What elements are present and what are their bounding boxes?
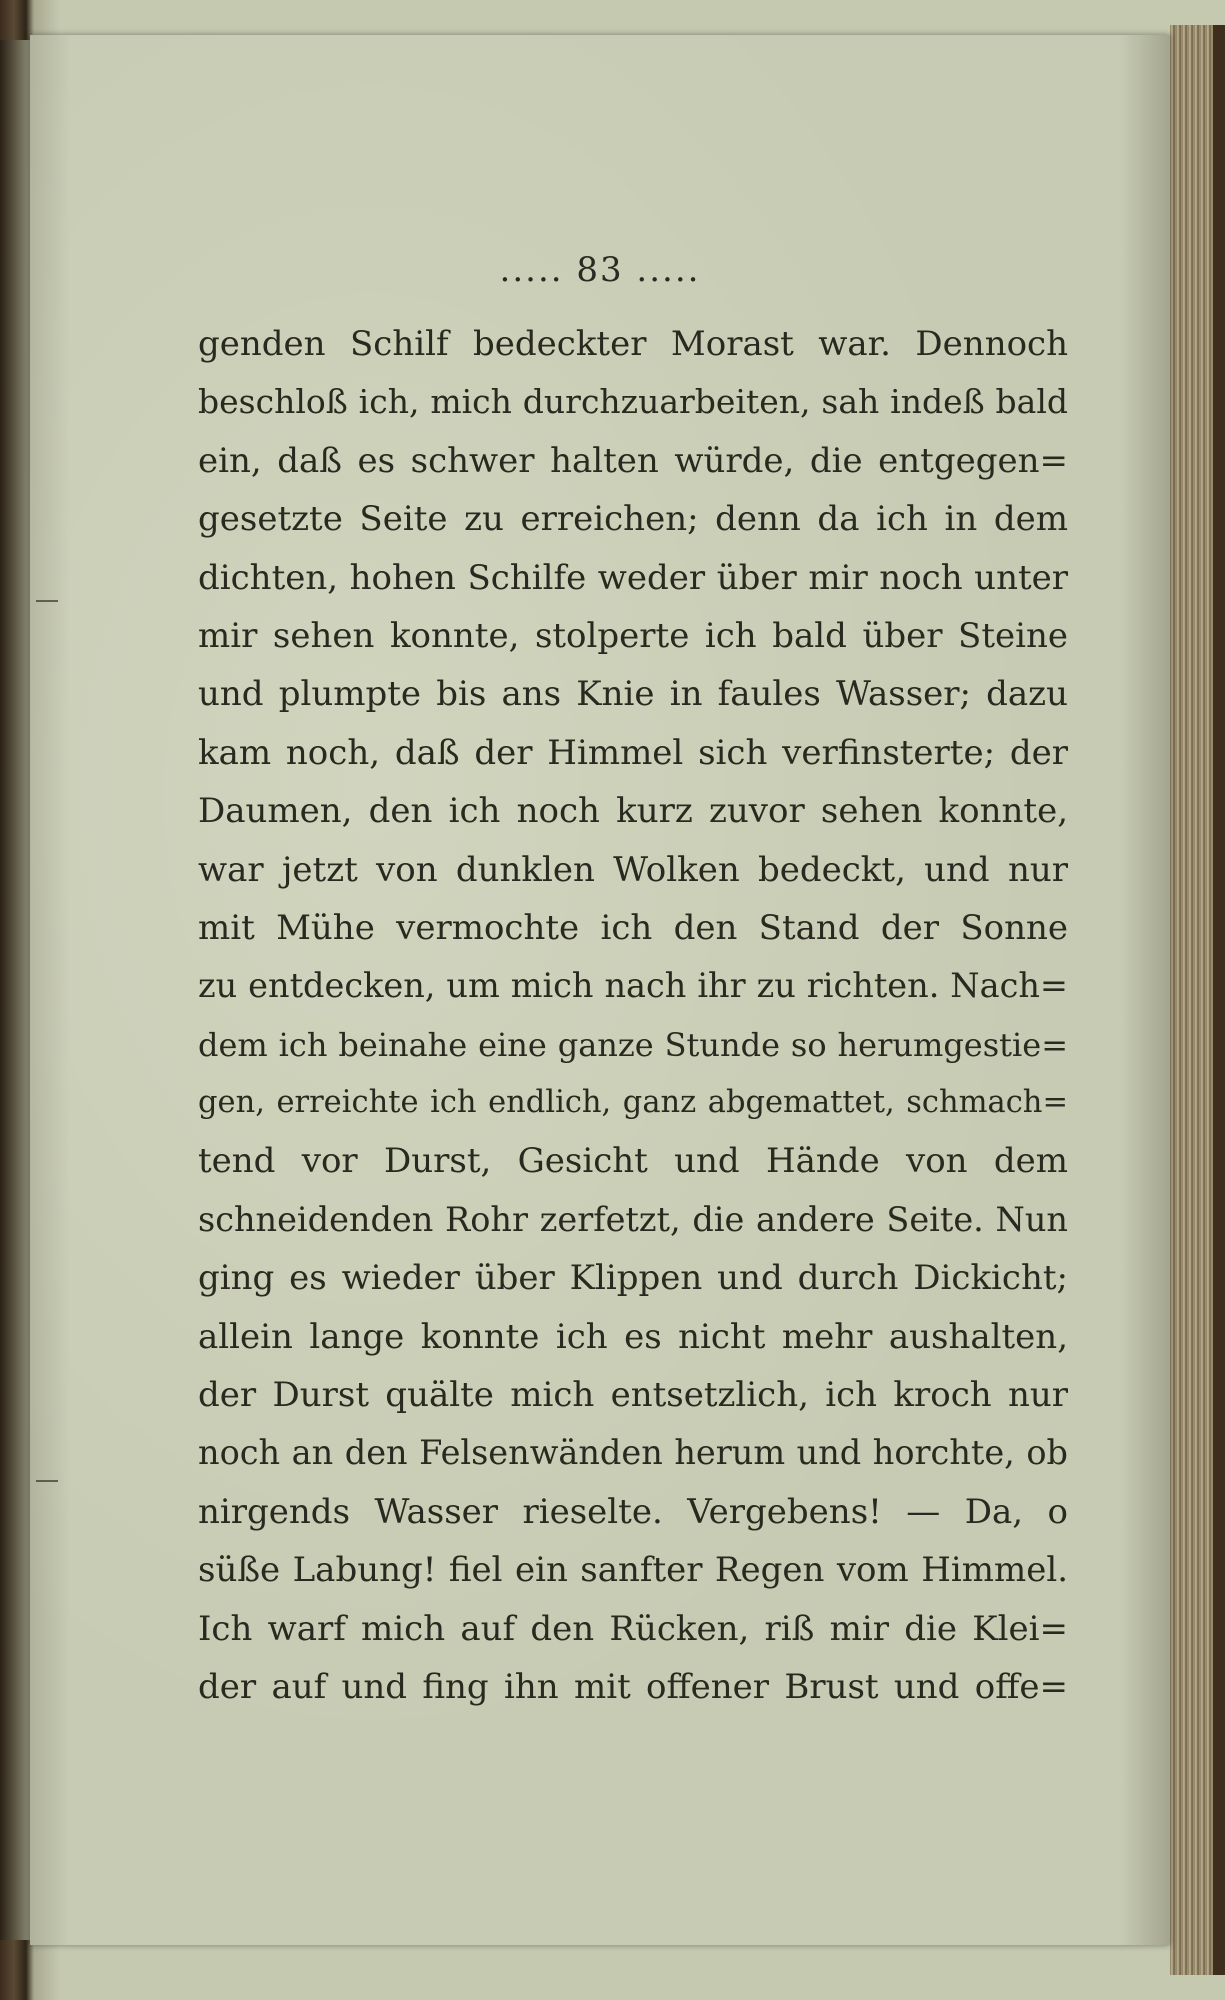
text-line: war jetzt von dunklen Wolken bedeckt, und nur bbox=[198, 849, 1068, 890]
text-line: genden Schilf bedeckter Morast war. Dennoch bbox=[198, 324, 1068, 364]
facing-page-edge bbox=[0, 40, 34, 1940]
text-line: kam noch, daß der Himmel sich verfinsterte; der bbox=[198, 732, 1068, 773]
text-line: dichten, hohen Schilfe weder über mir noch unter bbox=[198, 557, 1068, 598]
text-line: und plumpte bis ans Knie in faules Wasser; dazu bbox=[198, 674, 1068, 715]
text-line: ging es wieder über Klippen und durch Dickicht; bbox=[198, 1258, 1068, 1299]
margin-mark bbox=[36, 600, 58, 602]
page-edges bbox=[1170, 25, 1225, 1975]
text-line: süße Labung! fiel ein sanfter Regen vom Himmel. bbox=[198, 1550, 1068, 1591]
text-line: tend vor Durst, Gesicht und Hände von dem bbox=[198, 1141, 1068, 1182]
body-text bbox=[198, 315, 1068, 1716]
text-line: nirgends Wasser rieselte. Vergebens! — Da, o bbox=[198, 1491, 1068, 1532]
text-line: ein, daß es schwer halten würde, die entgegen= bbox=[198, 440, 1068, 481]
text-line: der Durst quälte mich entsetzlich, ich kroch nur bbox=[198, 1375, 1068, 1416]
text-line: mir sehen konnte, stolperte ich bald über Steine bbox=[198, 615, 1068, 656]
text-line: dem ich beinahe eine ganze Stunde so herumgestie= bbox=[198, 1025, 1068, 1064]
book-page bbox=[30, 35, 1170, 1945]
text-line: der auf und fing ihn mit offener Brust und offe= bbox=[198, 1666, 1068, 1707]
text-line: zu entdecken, um mich nach ihr zu richten. Nach= bbox=[198, 966, 1068, 1006]
text-line: mit Mühe vermochte ich den Stand der Sonne bbox=[198, 907, 1068, 948]
text-line: beschloß ich, mich durchzuarbeiten, sah indeß bald bbox=[198, 382, 1068, 422]
page-number-header: ..... 83 ..... bbox=[499, 250, 701, 290]
text-line: allein lange konnte ich es nicht mehr aushalten, bbox=[198, 1316, 1068, 1357]
text-line: noch an den Felsenwänden herum und horchte, ob bbox=[198, 1433, 1068, 1473]
text-line: Ich warf mich auf den Rücken, riß mir die Klei= bbox=[198, 1608, 1068, 1649]
text-line: Daumen, den ich noch kurz zuvor sehen konnte, bbox=[198, 791, 1068, 832]
text-line: gen, erreichte ich endlich, ganz abgemattet, schmach= bbox=[198, 1085, 1068, 1121]
text-line: schneidenden Rohr zerfetzt, die andere Seite. Nun bbox=[198, 1199, 1068, 1239]
margin-mark bbox=[36, 1480, 58, 1482]
text-line: gesetzte Seite zu erreichen; denn da ich in dem bbox=[198, 499, 1068, 540]
